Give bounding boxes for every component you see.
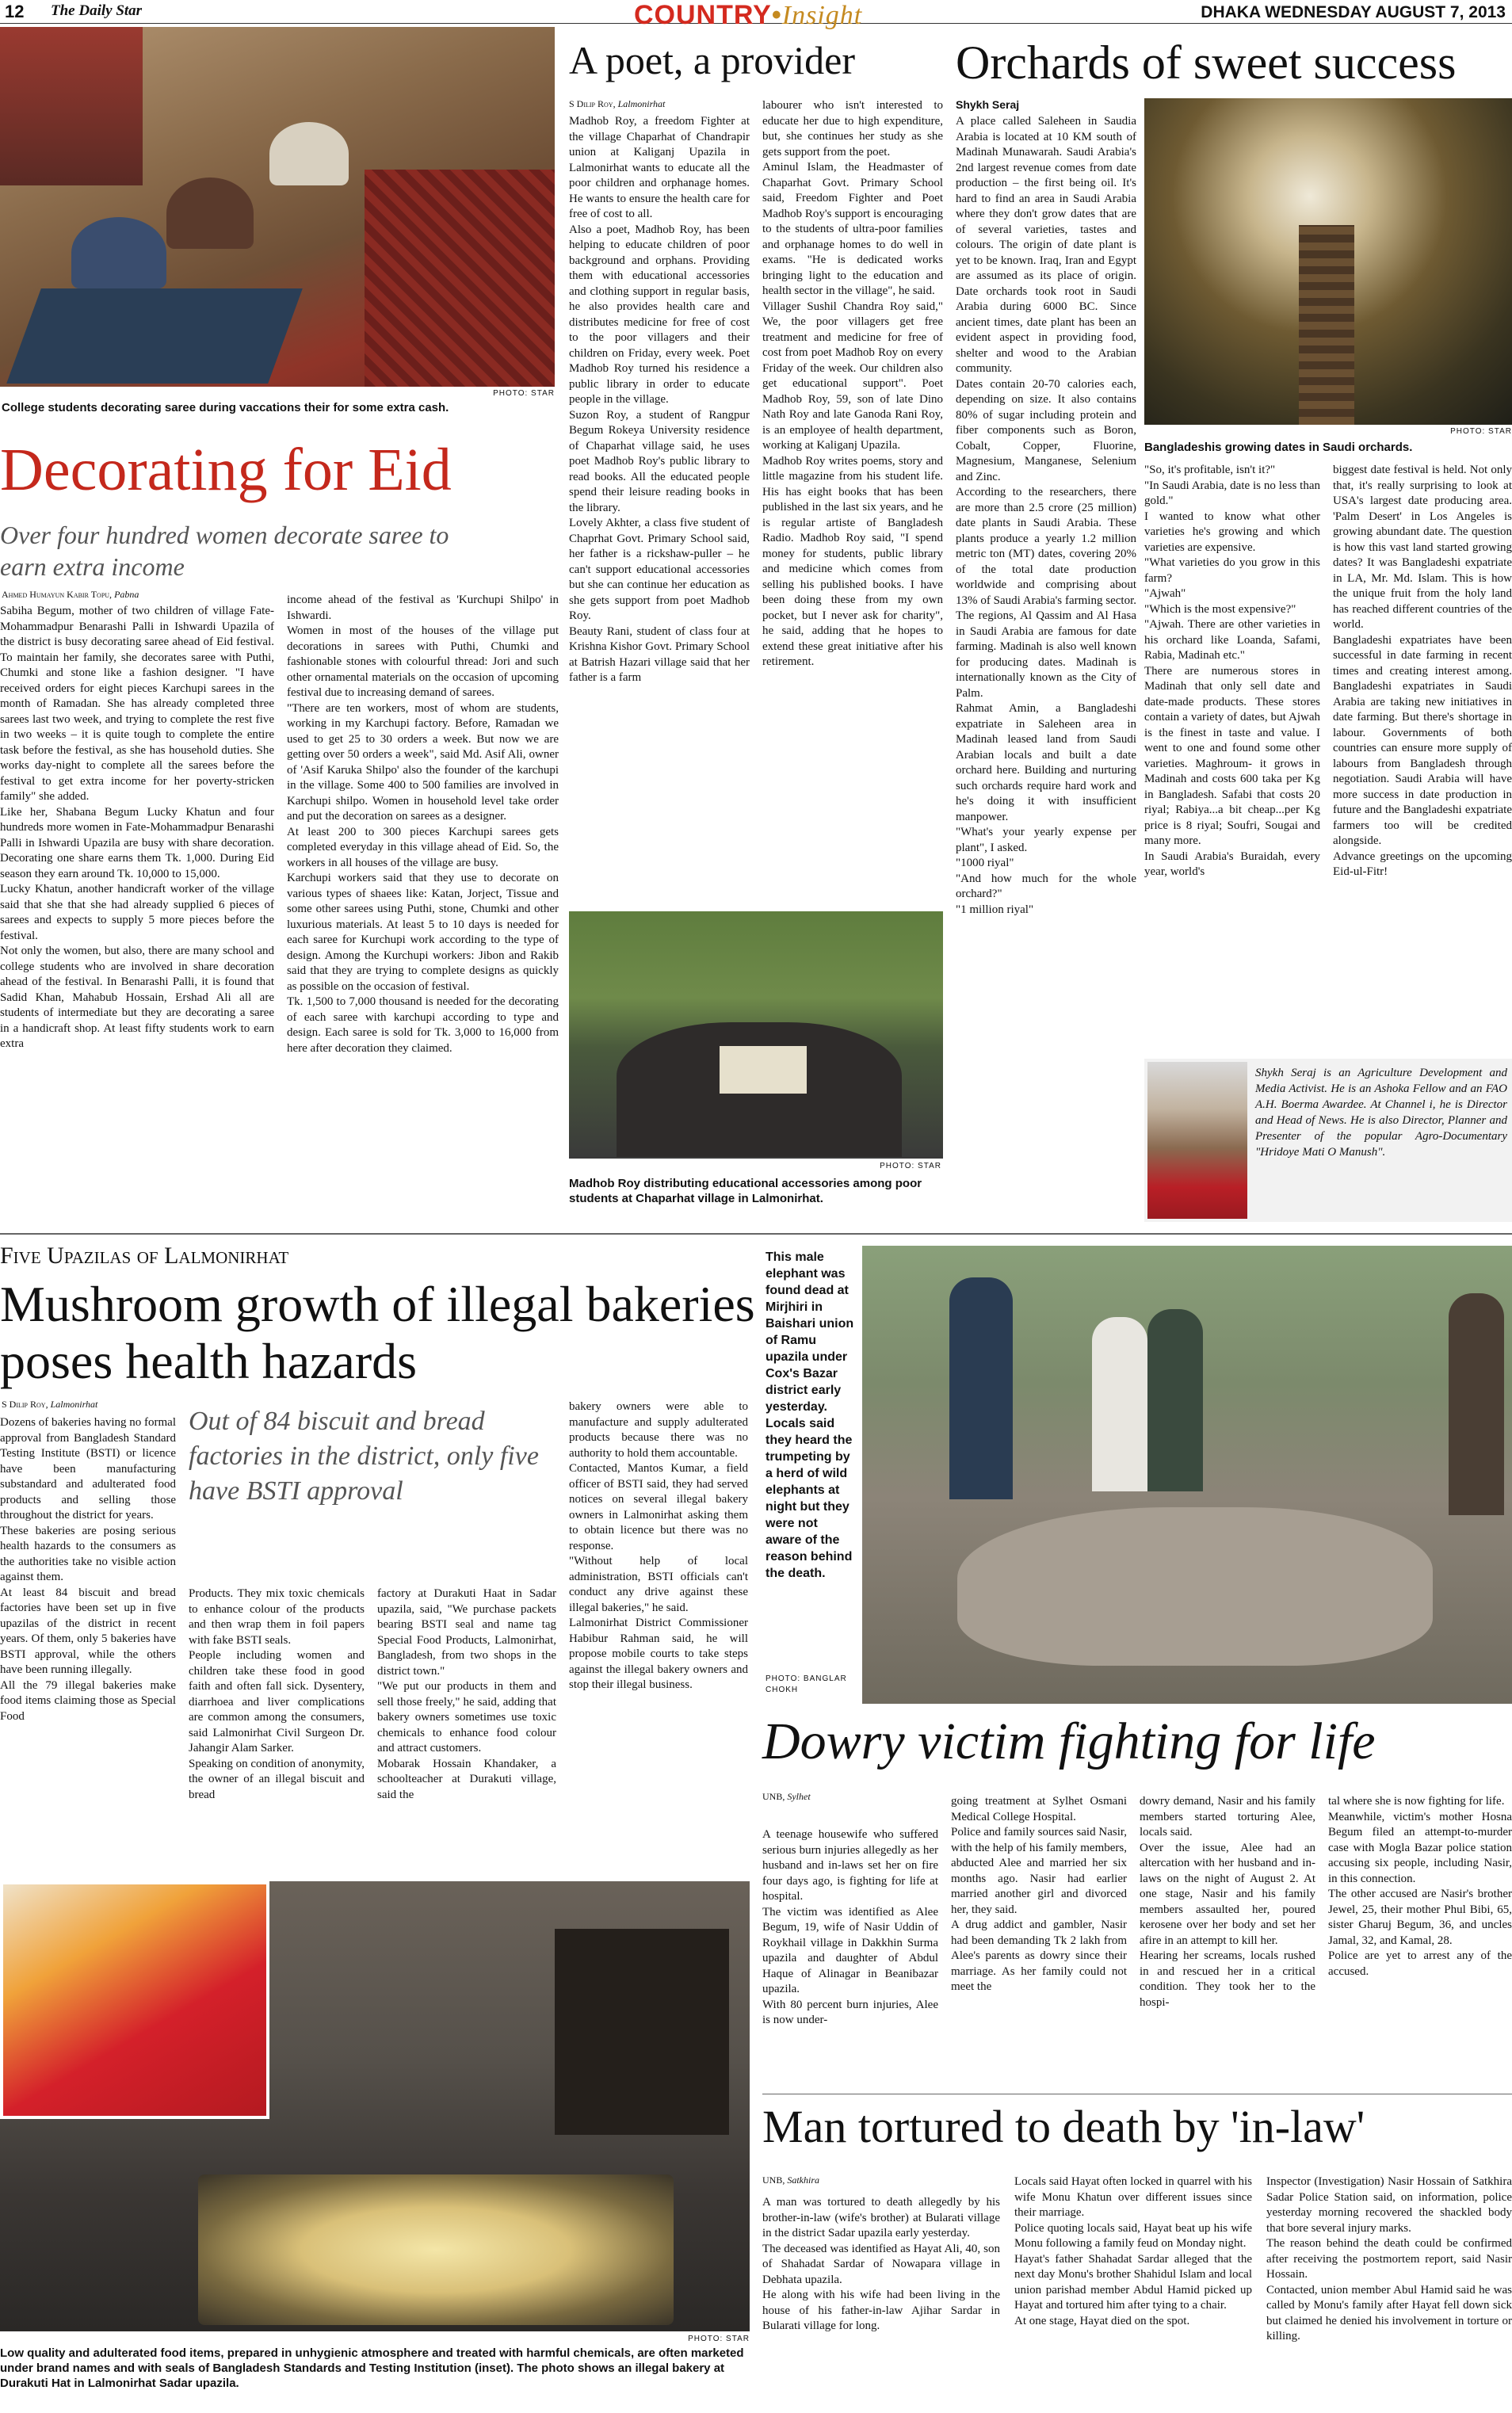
article-column: tal where she is now fighting for life. Meanwhile, victim's mother Hosna Begum filed an attempt-to-murder case with Mogla Bazar police station accusing six people, including Nasir, in this connection. The other accused are Nasir's brother Jewel, 25, their mother Phul Bibi, 65, sister Gharuj Begum, 36, and uncles Jamal, 32, and Kamal, 28. Police are yet to arrest any of the accused. <box>1328 1795 1512 1978</box>
article-column: factory at Durakuti Haat in Sadar upazila, said, "We purchase packets bearing BSTI seal and name tag Special Food Products, Lalmonirhat, Bangladesh, from two shops in the district town." "We put our products in them and sell those freely," he said, adding that bakery owners sometimes use toxic chemicals to enhance food colour and attract customers. Mobarak Hossain Khandaker, a schoolteacher at Durakuti village, said the <box>377 1587 556 1801</box>
photo-credit: PHOTO: BANGLAR CHOKH <box>766 1674 847 1694</box>
photo-credit: PHOTO: STAR <box>493 389 555 398</box>
byline-name: Ahmed Humayun Kabir Topu, <box>2 589 113 600</box>
byline-name: S Dilip Roy, <box>569 98 616 109</box>
article-column: income ahead of the festival as 'Kurchupi Shilpo' in Ishwardi. Women in most of the houses of the village put decorations in sarees with Puthi, Chumki and fashionable stones with colourful thread: Jori and such other ornamental materials on the occasion of upcoming festival due to increasing demand of sarees. "There are ten workers, most of whom are students, working in my Karchupi factory. Before, Ramadan we used to get 25 to 30 orders a week. But now we are getting over 50 orders a week", said Md. Asif Ali, owner of 'Asif Karuka Shilpo' also the founder of the karchupi in the village. Some 400 to 500 families are involved in Karchupi shilpo. Women in household level take order and put the decoration on sarees as a designer. At least 200 to 300 pieces Karchupi sarees gets completed everyday in this village ahead of Eid. So, the workers in all houses of the village are busy. Karchupi workers said that they use to decorate on various types of shaees like: Katan, Jorject, Tissue and some other sarees using Puthi, stone, Chumki and other luxurious materials. At least 5 to 10 days is needed for each saree for Kurchupi work according to the type of design. Among the Kurchupi workers: Jibon and Rakib said that they are trying to complete designs as quickly as possible on the occasion of festival. Tk. 1,500 to 7,000 thousand is needed for the decorating of each saree with karchupi according to type and design. Each saree is sold for Tk. 3,000 to 16,000 from here after decoration they claimed. <box>287 594 559 1055</box>
article-column: Products. They mix toxic chemicals to enhance colour of the products and then wrap them in foil papers with fake BSTI seals. People including women and children take these food in good faith and often fall sick. Dysentery, diarrhoea and liver complications are common among the consumers, said Lalmonirhat Civil Surgeon Dr. Jahangir Alam Sarker. Speaking on condition of anonymity, the owner of an illegal biscuit and bread <box>189 1587 365 1801</box>
byline: Shykh Seraj <box>956 98 1020 111</box>
photo-caption: Bangladeshis growing dates in Saudi orchards. <box>1144 441 1413 454</box>
photo-caption: College students decorating saree during vaccations their for some extra cash. <box>2 401 449 414</box>
byline-name: S Dilip Roy, <box>2 1399 48 1410</box>
article-column: A place called Saleheen in Saudia Arabia is located at 10 KM south of Madinah Munawarah. Saudi Arabia's 2nd largest revenue comes from date production – the first being oil. It's hard to find an area in Saudi Arabia where they don't grow dates that are of several varieties, tastes and colours. The origin of date plant is yet to be known. Iraq, Iran and Egypt are assumed as its place of origin. Date orchards took root in Saudi Arabia during 6000 BC. Since ancient times, date plant has been an evident aspect in providing food, shelter and wood to the Arabian community. Dates contain 20-70 calories each, depending on size. It also contains 80% of sugar including protein and fiber components such as Boron, Cobalt, Copper, Fluorine, Magnesium, Manganese, Selenium and Zinc. According to the researchers, there are more than 2.5 crore (25 million) date plants in Saudi Arabia. These plants produce a yearly 1.2 million metric ton (MT) dates, covering 20% of the total date production worldwide and comprising about 13% of Saudi Arabia's farming sector. The regions, Al Qassim and Al Hasa in Saudi Arabia are famous for date farming. Madinah is also well known for producing dates. Madinah is internationally known as the City of Palm. Rahmat Amin, a Bangladeshi expatriate in Saleheen area in Madinah leased land from Saudi Arabian locals and built a date orchard here. Building and nurturing such orchards require hard work and he's doing it with insufficient manpower. "What's your yearly expense per plant", I asked. "1000 riyal" "And how much for the whole orchard?" "1 million riyal" <box>956 115 1136 916</box>
paper-name: The Daily Star <box>51 2 143 19</box>
byline <box>762 1791 811 1803</box>
date-palm-photo <box>1144 98 1512 425</box>
article-column: biggest date festival is held. Not only that, it's really surprising to look at USA's largest date producing area. 'Palm Desert' in Los Angeles is growing abundant date. The question is how this vast land started growing dates? It was Bangladeshi expatriate in LA, Mr. Md. Islam. This is how the unique fruit from the holy land has reached different countries of the world. Bangladeshi expatriates have been successful in date farming in recent times and creating interest among. Bangladeshi expatriates in Saudi Arabia are taking new initiatives in date farming. But there's shortage in labour. Governments of both countries can ensure more supply of labours from Bangladesh through negotiation. Saudi Arabia will have more success in date production in future and the Bangladeshi expatriate farmers too will be credited alongside. Advance greetings on the upcoming Eid-ul-Fitr! <box>1333 464 1512 878</box>
elephant-photo <box>862 1246 1512 1704</box>
byline-place: Lalmonirhat <box>50 1399 98 1410</box>
masthead <box>0 0 1512 30</box>
author-bio-box <box>1144 1059 1512 1222</box>
byline-place: Lalmonirhat <box>617 98 666 109</box>
headline: Decorating for Eid <box>0 437 452 503</box>
article-column: labourer who isn't interested to educate her due to high expenditure, but, she continues her study as she gets support from the poet. Aminul Islam, the Headmaster of Chaparhat Govt. Primary School said, Freedom Fighter and Poet Madhob Roy's support is encouraging to the students of ultra-poor families and orphanage homes to do well in exams. "He is dedicated works bringing light to the education and health sector in the village", he said. Villager Sushil Chandra Roy said," We, the poor villagers get free treatment and medicine for free of cost from poet Madhob Roy on every Friday of the week. Our children also get educational support". Poet Madhob Roy, 59, son of late Dino Nath Roy and late Ganoda Rani Roy, is an employee of health department, working at Kaliganj Upazila. Madhob Roy writes poems, story and little magazine from his student life. His has eight books that has been published in the last six years, and he is regular artiste of Bangladesh Radio. Madhob Roy said, "I spend money for students, public library and medicine which comes from selling his published books. I have been doing these from my own pocket, but I never ask for charity", he said, adding that he hopes to extend these great initiative after his retirement. <box>762 99 943 668</box>
section-name: COUNTRY <box>634 0 772 30</box>
headline: Dowry victim fighting for life <box>762 1712 1376 1770</box>
photo-credit: PHOTO: STAR <box>1450 427 1512 436</box>
byline <box>762 2174 819 2186</box>
section-divider <box>0 1233 1512 1235</box>
article-column: dowry demand, Nasir and his family members started torturing Alee, locals said. Over the issue, Alee had an altercation with her husband and in-laws on the night of August 2. At one stage, Nasir and his family members assaulted her, poured kerosene over her body and set her afire in an attempt to kill her. Hearing her screams, locals rushed in and rescued her in a critical condition. They took her to the hospi- <box>1140 1795 1315 2009</box>
article-column: going treatment at Sylhet Osmani Medical College Hospital. Police and family sources said Nasir, with the help of his family members, abducted Alee and married her six months ago. Nasir had earlier married another girl and divorced her, they said. A drug addict and gambler, Nasir had been demanding Tk 2 lakh from Alee's parents as dowry since their marriage. As her family could not meet the <box>951 1795 1127 1993</box>
author-portrait <box>1147 1062 1247 1219</box>
madhob-roy-photo <box>569 911 943 1159</box>
photo-credit: PHOTO: STAR <box>688 2335 750 2343</box>
article-column: Inspector (Investigation) Nasir Hossain of Satkhira Sadar Police Station said, on information, police yesterday morning recovered the shackled body that bore several injury marks. The reason behind the death could be confirmed after receiving the postmortem report, said Nasir Hossain. Contacted, union member Abul Hamid said he was called by Monu's family after Hayat fell down sick but claimed he denied his involvement in torture or killing. <box>1266 2175 1512 2342</box>
headline: Man tortured to death by 'in-law' <box>762 2101 1365 2152</box>
byline-name: UNB, <box>762 2174 785 2186</box>
byline-name: UNB, <box>762 1791 785 1802</box>
photo-credit: PHOTO: STAR <box>880 1162 941 1170</box>
article-column: "So, it's profitable, isn't it?" "In Saudi Arabia, date is no less than gold." I wanted to know what other varieties he's growing and which varieties are expensive. "What varieties do you grow in this farm? "Ajwah" "Which is the most expensive?" "Ajwah. There are other varieties in his orchard like Loanda, Safami, Rabia, Madinah etc." There are numerous stores in Madinah that only sell date and date-made products. These stores contain a variety of dates, but Ajwah is the finest in taste and value. I went to one and found some other varieties. Maghroum- it grows in Madinah and costs 600 taka per Kg in Bangladesh. Safabi that costs 20 riyal; Rabiya...a bit cheap...per Kg price is 8 riyal; Soufri, Sougai and many more. In Saudi Arabia's Buraidah, every year, world's <box>1144 464 1320 878</box>
subheadline: Over four hundred women decorate saree to earn extra income <box>0 521 449 581</box>
bakery-inset <box>0 1881 269 2119</box>
photo-caption: Low quality and adulterated food items, prepared in unhygienic atmosphere and treated with harmful chemicals, are often marketed under brand names and with seals of Bangladesh Standards and Testing Institution (inset). The photo shows an illegal bakery at Durakuti Hat in Lalmonirhat Sadar upazila. <box>0 2346 744 2390</box>
byline-place: Sylhet <box>787 1791 811 1802</box>
byline-place: Satkhira <box>787 2174 820 2186</box>
author-bio: Shykh Seraj is an Agriculture Development and Media Activist. He is an Ashoka Fellow and an FAO A.H. Boerma Awardee. At Channel i, he is Director and Head of News. He is also Director, Planner and Presenter of the popular Agro-Documentary "Hridoye Mati O Manush". <box>1255 1067 1507 1159</box>
article-column: bakery owners were able to manufacture and supply adulterated products because there was no authority to hold them accountable. Contacted, Mantos Kumar, a field officer of BSTI said, they had served notices on several illegal bakery owners in Lalmonirhat asking them to obtain licence but there was no response. "Without help of local administration, BSTI officials can't conduct any drive against these illegal bakeries," he said. Lalmonirhat District Commissioner Habibur Rahman said, he will propose mobile courts to take steps against the illegal bakery owners and stop their illegal business. <box>569 1400 748 1691</box>
article-column: Dozens of bakeries having no formal approval from Bangladesh Standard Testing Institute (BSTI) or licence have been manufacturing substandard and adulterated food products and selling those throughout the district for years. These bakeries are posing serious health hazards to the consumers as the authorities take no visible action against them. At least 84 biscuit and bread factories have been set up in five upazilas of the district in recent years. Of them, only 5 bakeries have BSTI approval, while the others have been running illegally. All the 79 illegal bakeries make food items claiming those as Special Food <box>0 1416 176 1723</box>
section-accent: Insight <box>781 1 863 30</box>
article-column: Locals said Hayat often locked in quarrel with his wife Monu Khatun over different issues since their marriage. Police quoting locals said, Hayat beat up his wife Monu following a family feud on Monday night. Hayat's father Shahadat Sardar alleged that the next day Monu's brother Shahidul Islam and local union parishad member Abdul Hamid picked up Hayat and tortured him after tying to a chair. At one stage, Hayat died on the spot. <box>1014 2175 1252 2327</box>
kicker: Five Upazilas of Lalmonirhat <box>0 1243 289 1269</box>
pull-quote: Out of 84 biscuit and bread factories in the district, only five have BSTI approval <box>189 1407 539 1506</box>
photo-caption: Madhob Roy distributing educational accessories among poor students at Chaparhat village in Lalmonirhat. <box>569 1177 922 1205</box>
saree-photo <box>0 27 555 387</box>
photo-caption: This male elephant was found dead at Mirjhiri in Baishari union of Ramu upazila under Cox's Bazar district early yesterday. Locals said they heard the trumpeting by a herd of wild elephants at night but they were not aware of the reason behind the death. <box>766 1250 854 1580</box>
bakery-photo <box>0 1881 750 2331</box>
article-column: Sabiha Begum, mother of two children of village Fate-Mohammadpur Benarashi Palli in Ishwardi Upazila of the district is busy decorating saree ahead of Eid festival. To maintain her family, she decorates saree with Puthi, Chumki and stone like a fashion designer. "I have received orders for eight pieces Karchupi sarees in the month of Ramadan. She has already completed three sarees last two week, and trying to complete the rest five in two weeks – it is quite tough to complete the entire task before the festival, as she has household duties. She works day-night to complete all the sarees before the festival to get extra income for her poverty-stricken family" she added. Like her, Shabana Begum Lucky Khatun and four hundreds more women in Fate-Mohammadpur Benarashi Palli in Ishwardi Upazila are busy with share decoration. Decorating one share earns them Tk. 1,000. During Eid season they earn around Tk. 10,000 to 15,000. Lucky Khatun, another handicraft worker of the village said that she that she had already supplied 6 pieces of sarees and expects to supply 5 more pieces before the festival. Not only the women, but also, there are many school and college students who are involved in share decoration ahead of the festival. In Benarashi Palli, it is found that Sadid Khan, Mahabub Hossain, Ershad Ali all are students of intermediate but they are decorating a saree in a handicraft shop. At least fifty students work to earn extra <box>0 605 274 1050</box>
headline: Mushroom growth of illegal bakeries poses health hazards <box>0 1276 755 1389</box>
byline-place: Pabna <box>114 589 139 600</box>
dateline: DHAKA WEDNESDAY AUGUST 7, 2013 <box>1201 3 1506 21</box>
headline: Orchards of sweet success <box>956 36 1457 89</box>
article-column: Madhob Roy, a freedom Fighter at the village Chaparhat of Chandrapir union at Kaliganj Upazila in Lalmonirhat wants to educate all the poor children and orphanage homes. He wants to ensure the health care for free of cost to all. Also a poet, Madhob Roy, has been helping to educate children of poor background and orphans. Providing them with educational accessories and clothing support in regular basis, he also provides health care and distributes medicine for free of cost to the poor villagers and their children on Friday, every week. Poet Madhob Roy turned his residence a public library in order to educate people in the village. Suzon Roy, a student of Rangpur Begum Rokeya University residence of Chaparhat village said, he uses poet Madhob Roy's public library to read books. All the educated people spend their leisure reading books in the library. Lovely Akhter, a class five student of Chaprhat Govt. Primary School said, her father is a rickshaw-puller – he can't support educational accessories but she can continue her education as she gets support from poet Madhob Roy. Beauty Rani, student of class four at Krishna Kishor Govt. Primary School at Batrish Hazari village said that her father is a farm <box>569 115 750 684</box>
page-number: 12 <box>5 2 25 21</box>
byline <box>2 589 139 601</box>
byline <box>569 98 665 110</box>
article-column: A teenage housewife who suffered serious burn injuries allegedly as her husband and in-laws set her on fire four days ago, is fighting for life at hospital. The victim was identified as Alee Begum, 19, wife of Nasir Uddin of Roykhail village in Dakkhin Surma upazila and daughter of Abdul Haque of Alinagar in Beanibazar upazila. With 80 percent burn injuries, Alee is now under- <box>762 1828 938 2026</box>
article-column: A man was tortured to death allegedly by his brother-in-law (wife's brother) at Bularati village in the district Sadar upazila early yesterday. The deceased was identified as Hayat Ali, 40, son of Shahadat Sardar of Nowapara village in Debhata upazila. He along with his wife had been living in the house of his father-in-law Ajihar Sardar in Bularati village for long. <box>762 2196 1000 2332</box>
section-label: COUNTRY•Insight <box>634 0 863 30</box>
headline: A poet, a provider <box>569 38 856 82</box>
byline <box>2 1399 97 1411</box>
